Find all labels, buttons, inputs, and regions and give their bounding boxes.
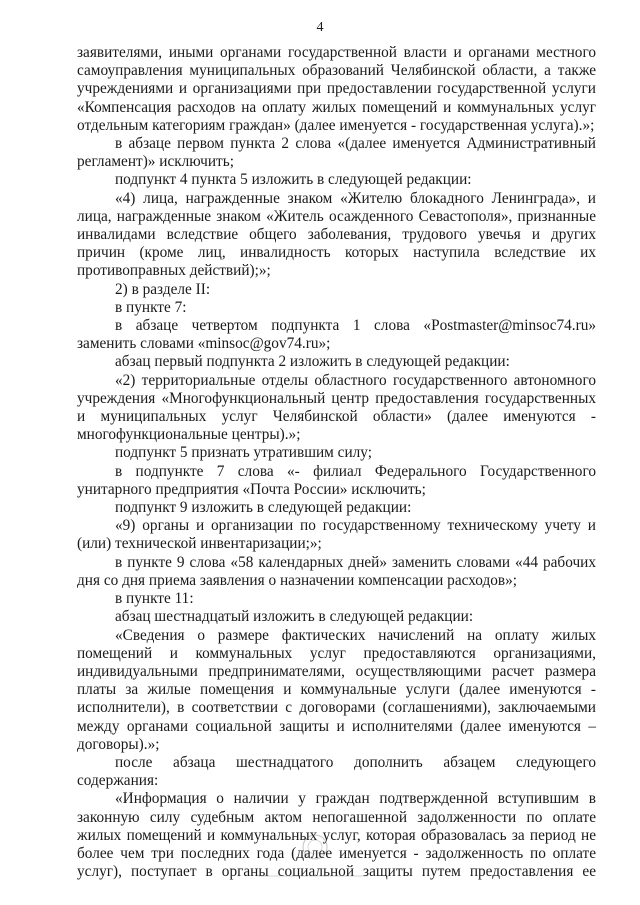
paragraph: подпункт 4 пункта 5 изложить в следующей редакции: — [115, 171, 472, 189]
stamp-mark-icon — [298, 832, 332, 862]
paragraph: 2) в разделе II: — [115, 280, 211, 298]
page-number: 4 — [316, 20, 324, 35]
paragraph: заявителями, иными органами государственной власти и органами местного самоуправления муниципальных образований Челябинской области, а также учреждениями и организациями при предоставлении государственной услуги «Компенсация расходов на оплату жилых помещений и коммунальных услуг отдельным категориям граждан» (далее именуется - государственная услуга).»; — [77, 44, 596, 134]
faint-stamp-text-icon — [258, 872, 368, 880]
paragraph: «Сведения о размере фактических начислений на оплату жилых помещений и коммунальных услуг предоставляются организациями, индивидуальными предпринимателями, осуществляющими расчет размера платы за жилые помещения и коммунальные услуги (далее именуются - исполнители), в соответствии с договорами (соглашениями), заключаемыми между органами социальной защиты и исполнителями (далее именуются – договоры).»; — [77, 626, 596, 753]
paragraph: в абзаце первом пункта 2 слова «(далее именуется Административный регламент)» исключить; — [77, 135, 596, 171]
paragraph: в пункте 9 слова «58 календарных дней» заменить словами «44 рабочих дня со дня приема заявления о назначении компенсации расходов»; — [77, 553, 596, 589]
paragraph: абзац шестнадцатый изложить в следующей редакции: — [115, 608, 474, 626]
paragraph: «Информация о наличии у граждан подтвержденной вступившим в законную силу судебным актом непогашенной задолженности по оплате жилых помещений и коммунальных услуг, которая образовалась за период не более чем три последних года (далее именуется - задолженность по оплате услуг), поступает в органы социальной защиты путем предоставления ее — [77, 790, 596, 881]
paragraph: в пункте 11: — [115, 590, 194, 608]
paragraph: «4) лица, награжденные знаком «Жителю блокадного Ленинграда», и лица, награжденные знаком «Житель осажденного Севастополя», признанные инвалидами вследствие общего заболевания, трудового увечья и других причин (кроме лиц, инвалидность которых наступила вследствие их противоправных действий);»; — [77, 189, 596, 280]
paragraph: подпункт 5 признать утратившим силу; — [115, 444, 372, 462]
paragraph: абзац первый подпункта 2 изложить в следующей редакции: — [115, 353, 510, 371]
document-body — [77, 44, 596, 881]
paragraph: в подпункте 7 слова «- филиал Федерального Государственного унитарного предприятия «Почта России» исключить; — [77, 462, 596, 498]
paragraph: подпункт 9 изложить в следующей редакции: — [115, 499, 412, 517]
paragraph: в абзаце четвертом подпункта 1 слова «Postmaster@minsoc74.ru» заменить словами «minsoc@gov74.ru»; — [77, 317, 596, 353]
paragraph: в пункте 7: — [115, 298, 187, 316]
paragraph: «2) территориальные отделы областного государственного автономного учреждения «Многофункциональный центр предоставления государственных и муниципальных услуг Челябинской области» (далее именуются - многофункциональные центры).»; — [77, 371, 596, 444]
paragraph: после абзаца шестнадцатого дополнить абзацем следующего содержания: — [77, 753, 596, 790]
paragraph: «9) органы и организации по государственному техническому учету и (или) технической инвентаризации;»; — [77, 517, 596, 553]
